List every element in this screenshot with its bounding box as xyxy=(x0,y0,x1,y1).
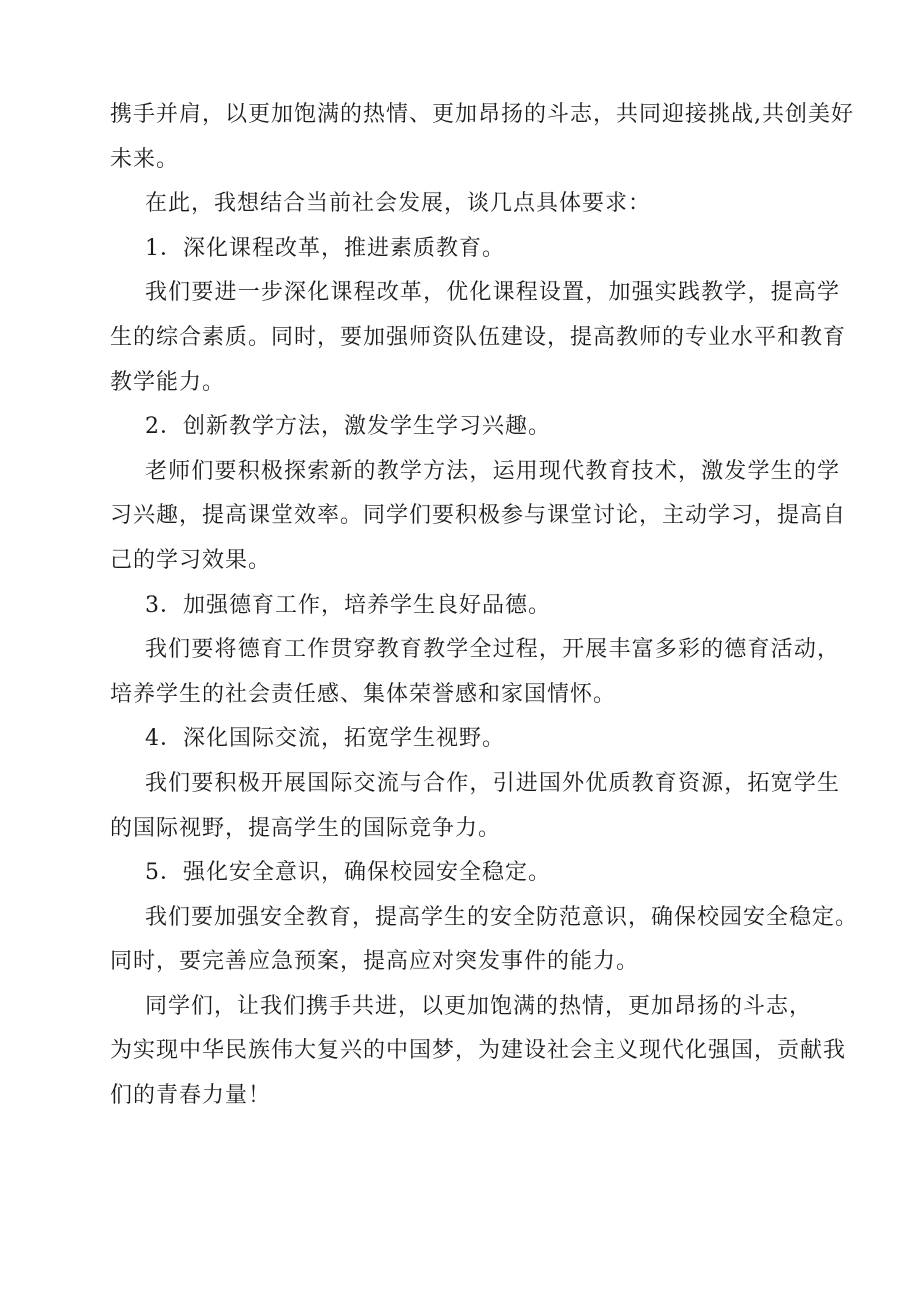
paragraph-line: 老师们要积极探索新的教学方法，运用现代教育技术，激发学生的学 xyxy=(145,458,840,484)
paragraph-line: 生的综合素质。同时，要加强师资队伍建设，提高教师的专业水平和教育 xyxy=(110,324,847,350)
paragraph-line: 我们要加强安全教育，提高学生的安全防范意识，确保校园安全稳定。 xyxy=(145,904,859,930)
paragraph-line: 为实现中华民族伟大复兴的中国梦，为建设社会主义现代化强国，贡献我 xyxy=(110,1038,847,1064)
paragraph-line: 在此，我想结合当前社会发展，谈几点具体要求： xyxy=(145,191,652,217)
paragraph-line: 们的青春力量！ xyxy=(110,1083,272,1109)
paragraph-line: 教学能力。 xyxy=(110,369,226,395)
section-heading: 1．深化课程改革，推进素质教育。 xyxy=(145,235,505,261)
paragraph-line: 我们要将德育工作贯穿教育教学全过程，开展丰富多彩的德育活动， xyxy=(145,637,840,663)
paragraph-line: 的国际视野，提高学生的国际竞争力。 xyxy=(110,815,502,841)
paragraph-line: 我们要进一步深化课程改革，优化课程设置，加强实践教学，提高学 xyxy=(145,280,840,306)
paragraph-line: 同时，要完善应急预案，提高应对突发事件的能力。 xyxy=(110,949,640,975)
paragraph-line: 携手并肩，以更加饱满的热情、更加昂扬的斗志，共同迎接挑战,共创美好 xyxy=(110,102,854,127)
paragraph-line: 己的学习效果。 xyxy=(110,547,272,573)
paragraph-line: 培养学生的社会责任感、集体荣誉感和家国情怀。 xyxy=(110,681,617,707)
document-body xyxy=(110,93,859,1119)
paragraph-line: 未来。 xyxy=(110,146,180,172)
section-heading: 4．深化国际交流，拓宽学生视野。 xyxy=(145,726,505,752)
paragraph-line: 我们要积极开展国际交流与合作，引进国外优质教育资源，拓宽学生 xyxy=(145,770,840,796)
paragraph-line: 习兴趣，提高课堂效率。同学们要积极参与课堂讨论，主动学习，提高自 xyxy=(110,503,847,529)
section-heading: 2．创新教学方法，激发学生学习兴趣。 xyxy=(145,414,551,440)
section-heading: 5．强化安全意识，确保校园安全稳定。 xyxy=(145,860,551,886)
paragraph-line: 同学们，让我们携手共进，以更加饱满的热情，更加昂扬的斗志， xyxy=(145,993,813,1019)
section-heading: 3．加强德育工作，培养学生良好品德。 xyxy=(145,592,551,618)
